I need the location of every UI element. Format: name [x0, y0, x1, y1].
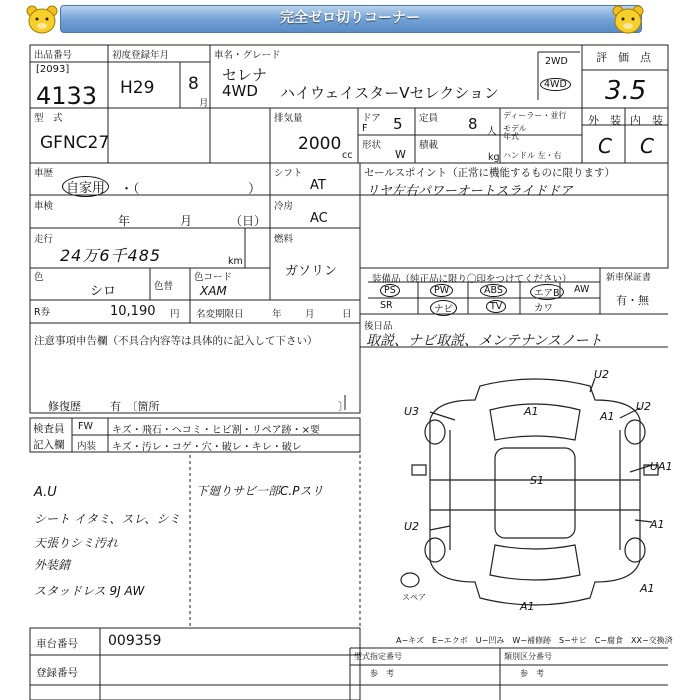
- month-unit: 月: [199, 98, 209, 109]
- load-unit: kg: [488, 152, 500, 163]
- dealer-label: ディーラー・並行: [503, 111, 567, 120]
- repair-label: 修復歴: [48, 400, 81, 413]
- recycle-label: R券: [34, 307, 51, 318]
- car-name: セレナ: [222, 66, 268, 84]
- in-items: キズ・汚レ・コゲ・穴・破レ・キレ・破レ: [112, 442, 302, 453]
- cc-unit: cc: [342, 150, 353, 161]
- ref-label: 参 考: [520, 669, 544, 678]
- inspection-label: 車検: [34, 201, 54, 212]
- report-label: 注意事項申告欄（不具合内容等は具体的に記入して下さい）: [34, 335, 318, 347]
- displacement: 2000: [298, 134, 342, 154]
- use-value: 自家用: [62, 176, 109, 197]
- color-label: 色: [34, 272, 44, 283]
- damage-mark: A1: [640, 582, 655, 595]
- color-code: XAM: [200, 284, 227, 298]
- chassis-number: 009359: [108, 633, 162, 649]
- shift-value: AT: [310, 178, 326, 193]
- int-label: 内 装: [630, 114, 663, 127]
- remark-item: シート イタミ、スレ、シミ: [34, 512, 181, 526]
- capacity-unit: 人: [487, 126, 497, 137]
- inspector-label-2: 記入欄: [33, 439, 65, 451]
- drive-opt-2wd: 2WD: [545, 56, 568, 67]
- displacement-label: 排気量: [274, 113, 303, 124]
- nc-day: 日: [342, 309, 352, 320]
- yen-unit: 円: [170, 309, 180, 320]
- fw-label: FW: [78, 421, 93, 432]
- type-label: 型 式: [34, 113, 63, 124]
- doors-label: ドア: [362, 113, 381, 124]
- mileage-label: 走行: [34, 234, 54, 245]
- lot-label: 出品番号: [34, 50, 73, 61]
- recycle-value: 10,190: [110, 304, 156, 319]
- equip-tv: TV: [486, 300, 506, 313]
- shape-label: 形状: [362, 140, 382, 151]
- equip-navi: ナビ: [430, 300, 457, 316]
- insp-day: （日）: [230, 214, 267, 228]
- class-label: 類別区分番号: [504, 652, 552, 661]
- drive-opt-4wd: 4WD: [540, 78, 571, 91]
- remark-item: 天張りシミ汚れ: [34, 536, 119, 550]
- spare-label: スペア: [402, 593, 426, 602]
- km-unit: km: [228, 256, 243, 267]
- shape: W: [395, 148, 406, 161]
- in-label: 内装: [77, 441, 97, 452]
- equipment-label: 装備品（純正品に限り〇印をつけてください）: [372, 274, 572, 285]
- capacity: 8: [468, 115, 478, 133]
- damage-mark: U2: [636, 400, 652, 413]
- fw-items: キズ・飛石・ヘコミ・ヒビ割・リペア跡・×要: [112, 425, 320, 436]
- ext-grade: C: [598, 134, 612, 158]
- reg-label: 登録番号: [36, 667, 78, 679]
- sales-label: セールスポイント（正常に機能するものに限ります）: [364, 167, 616, 179]
- sales-points: リヤ左右パワーオートスライドドア: [366, 184, 573, 199]
- type-code: GFNC27: [40, 133, 110, 153]
- ac-label: 冷房: [274, 201, 294, 212]
- color-code-label: 色コード: [194, 272, 233, 283]
- warranty-label: 新車保証書: [606, 273, 652, 283]
- name-change-label: 名変期限日: [196, 309, 244, 320]
- under-note: 下廻りサビ一部C.Pスリ: [196, 484, 324, 498]
- use-label: 車歴: [34, 168, 54, 179]
- reg-month: 8: [188, 74, 199, 94]
- remark-item: 外装錆: [34, 558, 71, 572]
- chassis-label: 車台番号: [36, 638, 78, 650]
- remark-item: スタッドレス 9J AW: [34, 584, 145, 598]
- first-reg-label: 初度登録年月: [112, 50, 170, 61]
- drive-type: 4WD: [222, 82, 258, 100]
- ac-value: AC: [310, 211, 328, 226]
- equip-ps: PS: [380, 284, 400, 297]
- era-year: H29: [120, 78, 155, 98]
- equip-aw: AW: [574, 284, 590, 295]
- inspector-label-1: 検査員: [33, 423, 65, 435]
- fuel-value: ガソリン: [285, 264, 338, 279]
- insp-year: 年: [118, 214, 131, 228]
- equip-airbag: エアB: [530, 284, 564, 300]
- int-grade: C: [640, 134, 654, 158]
- model-label: 車名・グレード: [214, 50, 281, 61]
- equip-sr: SR: [380, 300, 393, 311]
- remark-item: A.U: [34, 485, 57, 500]
- insp-month: 月: [180, 214, 193, 228]
- grade: ハイウェイスターVセレクション: [280, 84, 499, 102]
- doors: 5: [393, 115, 403, 133]
- mileage: 24万6千485: [60, 246, 162, 265]
- warranty-value: 有・無: [616, 294, 649, 307]
- use-sep: ・（: [120, 182, 140, 197]
- shift-label: シフト: [274, 168, 303, 179]
- score-label: 評 価 点: [596, 51, 651, 64]
- legend: A−キズ E−エクボ U−凹み W−補修跡 S−サビ C−腐食 XX−交換済: [396, 636, 673, 645]
- nc-month: 月: [305, 309, 315, 320]
- after-label: 後日品: [364, 321, 393, 332]
- lot-number: 4133: [36, 82, 98, 110]
- damage-mark: A1: [650, 518, 665, 531]
- equip-leather: カワ: [534, 303, 554, 314]
- equip-pw: PW: [430, 284, 453, 297]
- damage-mark: S1: [530, 474, 544, 487]
- damage-mark: UA1: [650, 460, 673, 473]
- damage-mark: A1: [520, 600, 535, 613]
- fuel-label: 燃料: [274, 234, 294, 245]
- damage-mark: U2: [594, 368, 610, 381]
- ref-label: 参 考: [370, 669, 394, 678]
- use-close: ）: [248, 182, 262, 197]
- banner-title: 完全ゼロ切りコーナー: [280, 10, 420, 26]
- damage-mark: A1: [600, 410, 615, 423]
- ext-label: 外 装: [588, 114, 621, 127]
- load-label: 積載: [419, 140, 439, 151]
- lot-sub: [2093]: [36, 64, 70, 75]
- nc-year: 年: [272, 309, 282, 320]
- score-value: 3.5: [605, 76, 647, 106]
- damage-mark: U3: [404, 405, 420, 418]
- color-value: シロ: [90, 284, 117, 299]
- repair-value: 有 〔箇所: [110, 400, 160, 413]
- model-year-label: モデル年式: [503, 124, 527, 141]
- tone-label: 色替: [154, 281, 174, 292]
- capacity-label: 定員: [419, 113, 439, 124]
- repair-close: 〕: [338, 400, 349, 413]
- equip-abs: ABS: [480, 284, 507, 297]
- damage-mark: A1: [524, 405, 539, 418]
- damage-mark: U2: [404, 520, 420, 533]
- handle-label: ハンドル 左・右: [503, 151, 562, 160]
- doors-unit: F: [362, 123, 368, 134]
- after-value: 取説、ナビ取説、メンテナンスノート: [366, 333, 603, 349]
- type-spec-label: 型式指定番号: [354, 652, 402, 661]
